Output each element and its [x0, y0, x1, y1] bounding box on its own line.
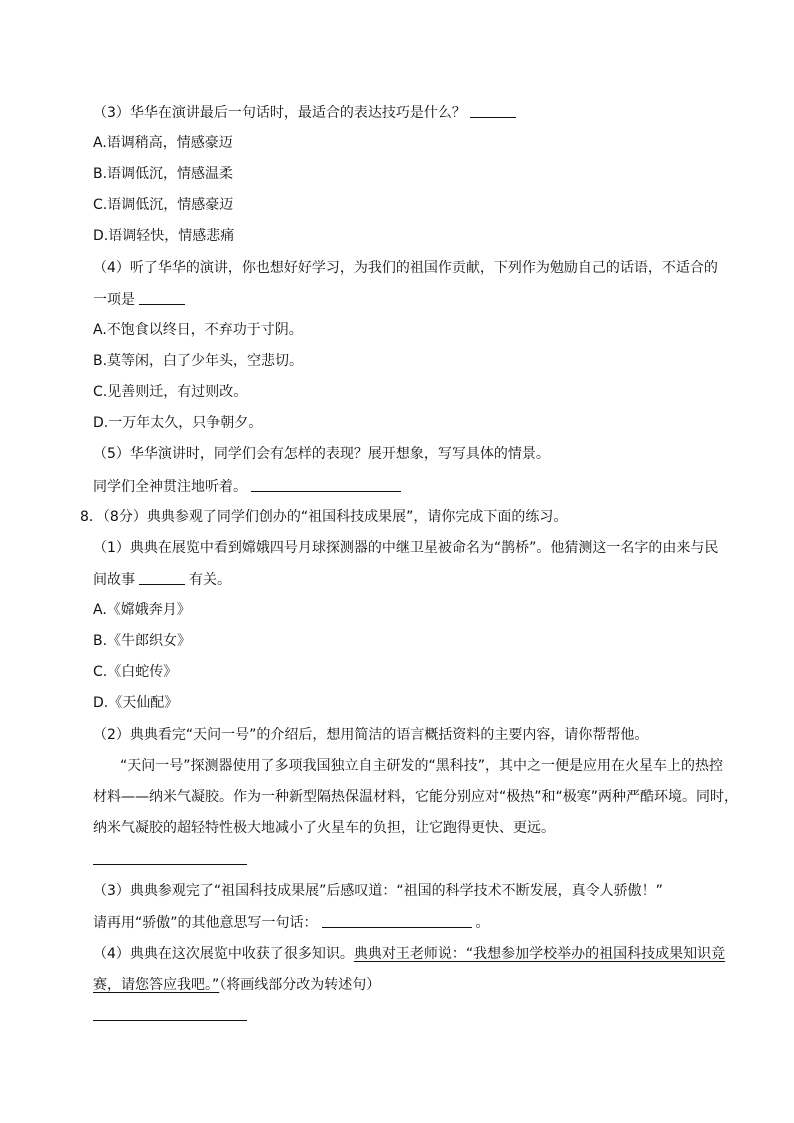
q7-sub3-stem: （3）华华在演讲最后一句话时，最适合的表达技巧是什么？ [93, 103, 520, 122]
option-a: A.语调稍高，情感豪迈 [93, 135, 233, 151]
option-a: A.《嫦娥奔月》 [93, 602, 191, 618]
answer-line[interactable] [93, 864, 247, 865]
passage-line-1: “天问一号”探测器使用了多项我国独立自主研发的“黑科技”，其中之一便是应用在火星车上的热控 [120, 758, 724, 774]
option-b: B.莫等闲，白了少年头，空悲切。 [93, 353, 304, 369]
q7-sub4-stem-line2: 一项是 [93, 290, 189, 309]
answer-line[interactable] [93, 1020, 247, 1021]
q7-sub5-answer: 同学们全神贯注地听着。 [93, 477, 405, 496]
q8-sub1-stem: （1）典典在展览中看到嫦娥四号月球探测器的中继卫星被命名为“鹊桥”。他猜测这一名字的由来与民 [93, 540, 719, 556]
option-b: B.《牛郎织女》 [93, 633, 192, 649]
passage-line-2: 材料——纳米气凝胶。作为一种新型隔热保温材料，它能分别应对“极热”和“极寒”两种严酷环境。同时， [93, 789, 739, 805]
q7-sub4-stem: （4）听了华华的演讲，你也想好好学习，为我们的祖国作贡献，下列作为勉励自己的话语，不适合的 [93, 260, 718, 276]
q8-sub2-stem: （2）典典看完“天问一号”的介绍后，想用简洁的语言概括资料的主要内容，请你帮帮他。 [93, 727, 649, 743]
underlined-sentence: 典典对王老师说：“我想参加学校举办的祖国科技成果知识竞 [353, 946, 726, 962]
q8-sub4-stem: （4）典典在这次展览中收获了很多知识。典典对王老师说：“我想参加学校举办的祖国科技成果知识竞 [93, 946, 726, 962]
q8-sub4-stem-line2: 赛，请您答应我吧。”（将画线部分改为转述句） [93, 977, 381, 993]
q7-sub5-stem: （5）华华演讲时，同学们会有怎样的表现？展开想象，写写具体的情景。 [93, 446, 550, 462]
q8-header: 8．（8分）典典参观了同学们创办的“祖国科技成果展”，请你完成下面的练习。 [80, 509, 568, 525]
q8-sub1-stem-line2: 间故事 有关。 [93, 572, 231, 588]
answer-blank[interactable] [139, 290, 185, 305]
q8-sub3-stem-line2: 请再用“骄傲”的其他意思写一句话： 。 [93, 915, 490, 931]
answer-blank[interactable] [322, 913, 472, 928]
option-b: B.语调低沉，情感温柔 [93, 166, 234, 182]
answer-blank[interactable] [470, 103, 516, 118]
option-c: C.《白蛇传》 [93, 664, 178, 680]
option-c: C.见善则迁，有过则改。 [93, 384, 248, 400]
q8-sub3-stem: （3）典典参观完了“祖国科技成果展”后感叹道：“祖国的科学技术不断发展，真令人骄傲！” [93, 883, 663, 899]
option-d: D.《天仙配》 [93, 695, 179, 711]
answer-blank[interactable] [139, 570, 185, 585]
option-a: A.不饱食以终日，不弃功于寸阴。 [93, 322, 303, 338]
passage-line-3: 纳米气凝胶的超轻特性极大地减小了火星车的负担，让它跑得更快、更远。 [93, 820, 555, 836]
answer-blank[interactable] [251, 477, 401, 492]
option-d: D.语调轻快，情感悲痛 [93, 228, 235, 244]
underlined-sentence-end: 赛，请您答应我吧。” [93, 977, 220, 993]
option-d: D.一万年太久，只争朝夕。 [93, 415, 263, 431]
option-c: C.语调低沉，情感豪迈 [93, 197, 234, 213]
